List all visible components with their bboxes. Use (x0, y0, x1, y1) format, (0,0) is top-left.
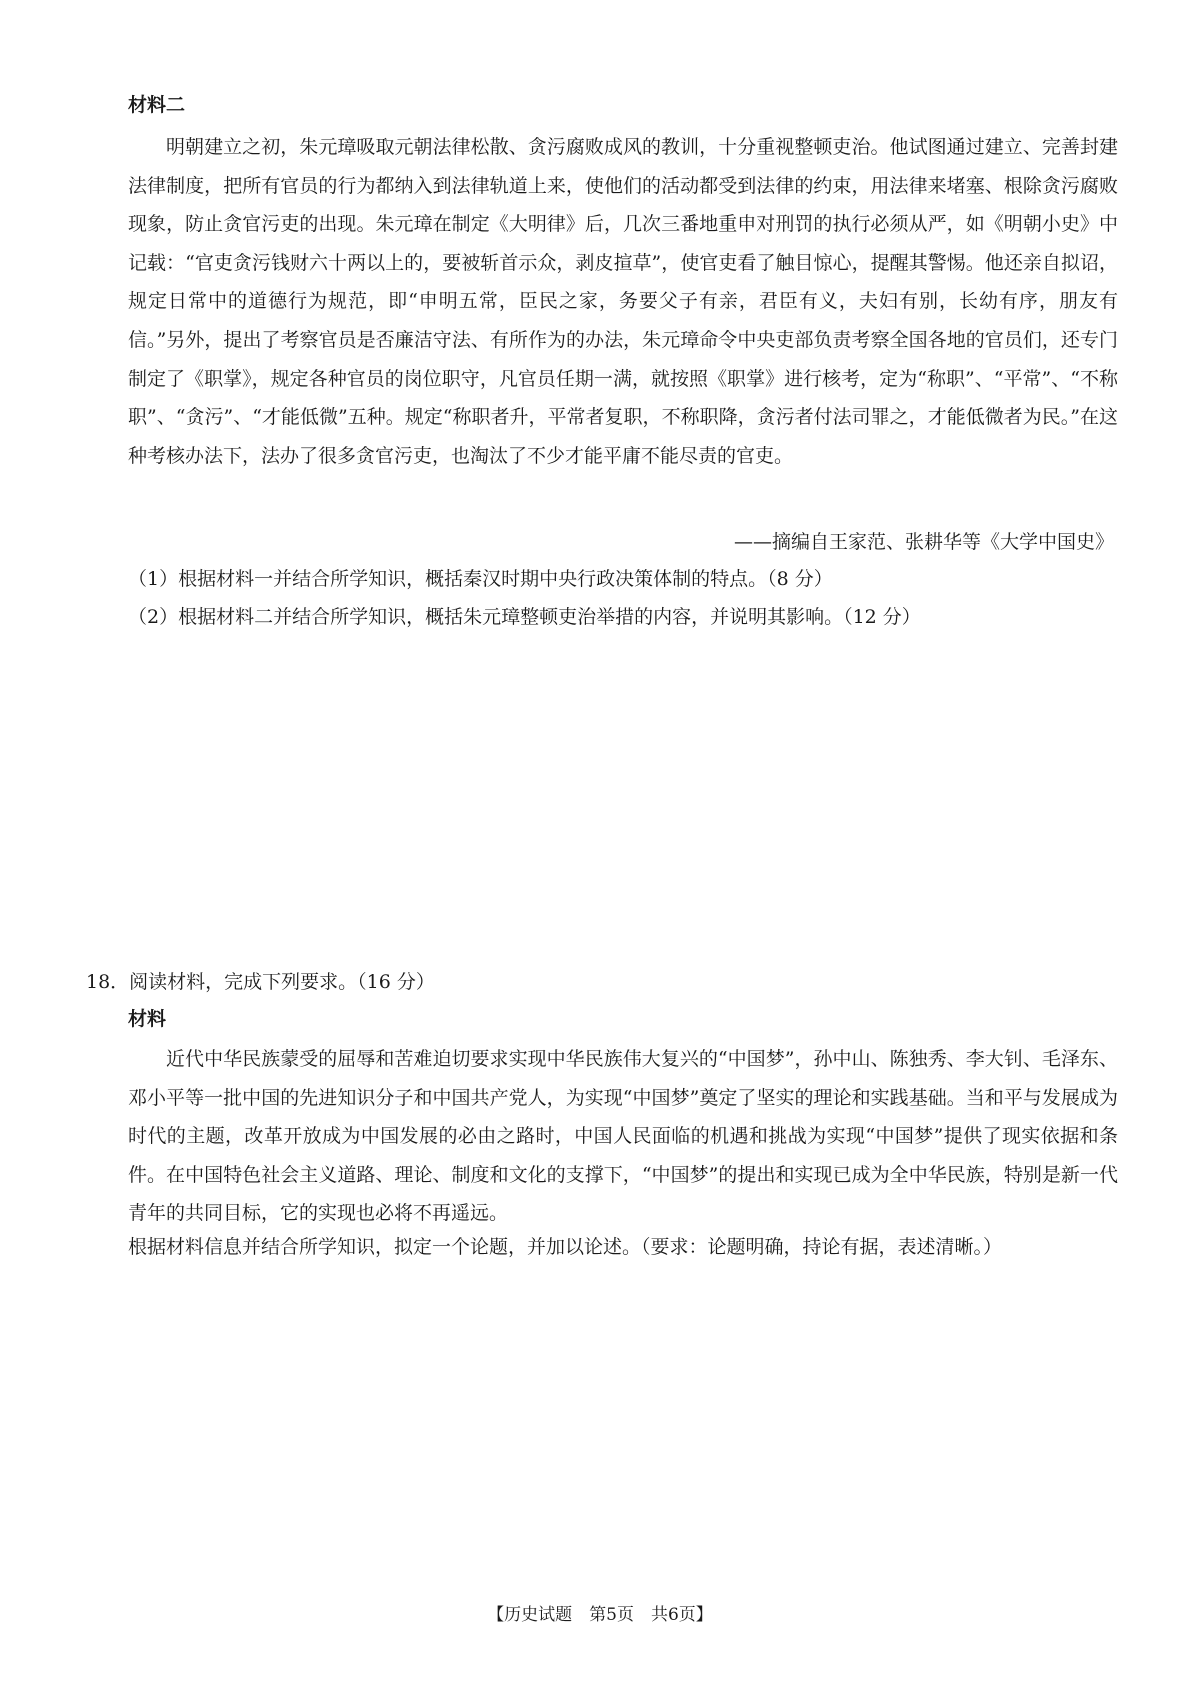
question-18-material-heading: 材料 (128, 1008, 167, 1030)
question-17-part-1: （1）根据材料一并结合所学知识，概括秦汉时期中央行政决策体制的特点。（8 分） (128, 568, 833, 590)
question-18-instruction: 根据材料信息并结合所学知识，拟定一个论题，并加以论述。（要求：论题明确，持论有据，表述清晰。） (128, 1236, 1003, 1258)
question-17-part-2: （2）根据材料二并结合所学知识，概括朱元璋整顿吏治举措的内容，并说明其影响。（12 分） (128, 606, 921, 628)
page-footer: 【历史试题 第5页 共6页】 (487, 1605, 713, 1625)
question-18-paragraph: 近代中华民族蒙受的屈辱和苦难迫切要求实现中华民族伟大复兴的“中国梦”，孙中山、陈独秀、李大钊、毛泽东、邓小平等一批中国的先进知识分子和中国共产党人，为实现“中国梦”奠定了坚实的理论和实践基础。当和平与发展成为时代的主题，改革开放成为中国发展的必由之路时，中国人民面临的机遇和挑战为实现“中国梦”提供了现实依据和条件。在中国特色社会主义道路、理论、制度和文化的支撑下，“中国梦”的提出和实现已成为全中华民族，特别是新一代青年的共同目标，它的实现也必将不再遥远。 (128, 1048, 1118, 1225)
material-two-paragraph: 明朝建立之初，朱元璋吸取元朝法律松散、贪污腐败成风的教训，十分重视整顿吏治。他试图通过建立、完善封建法律制度，把所有官员的行为都纳入到法律轨道上来，使他们的活动都受到法律的约束，用法律来堵塞、根除贪污腐败现象，防止贪官污吏的出现。朱元璋在制定《大明律》后，几次三番地重申对刑罚的执行必须从严，如《明朝小史》中记载：“官吏贪污钱财六十两以上的，要被斩首示众，剥皮揎草”，使官吏看了触目惊心，提醒其警惕。他还亲自拟诏，规定日常中的道德行为规范，即“申明五常，臣民之家，务要父子有亲，君臣有义，夫妇有别，长幼有序，朋友有信。”另外，提出了考察官员是否廉洁守法、有所作为的办法，朱元璋命令中央吏部负责考察全国各地的官员们，还专门制定了《职掌》，规定各种官员的岗位职守，凡官员任期一满，就按照《职掌》进行核考，定为“称职”、“平常”、“不称职”、“贪污”、“才能低微”五种。规定“称职者升，平常者复职，不称职降，贪污者付法司罪之，才能低微者为民。”在这种考核办法下，法办了很多贪官污吏，也淘汰了不少才能平庸不能尽责的官吏。 (128, 136, 1118, 467)
material-two-source: ——摘编自王家范、张耕华等《大学中国史》 (733, 531, 1114, 553)
material-two-heading: 材料二 (128, 94, 186, 116)
question-18-title: 18．阅读材料，完成下列要求。（16 分） (86, 971, 435, 993)
